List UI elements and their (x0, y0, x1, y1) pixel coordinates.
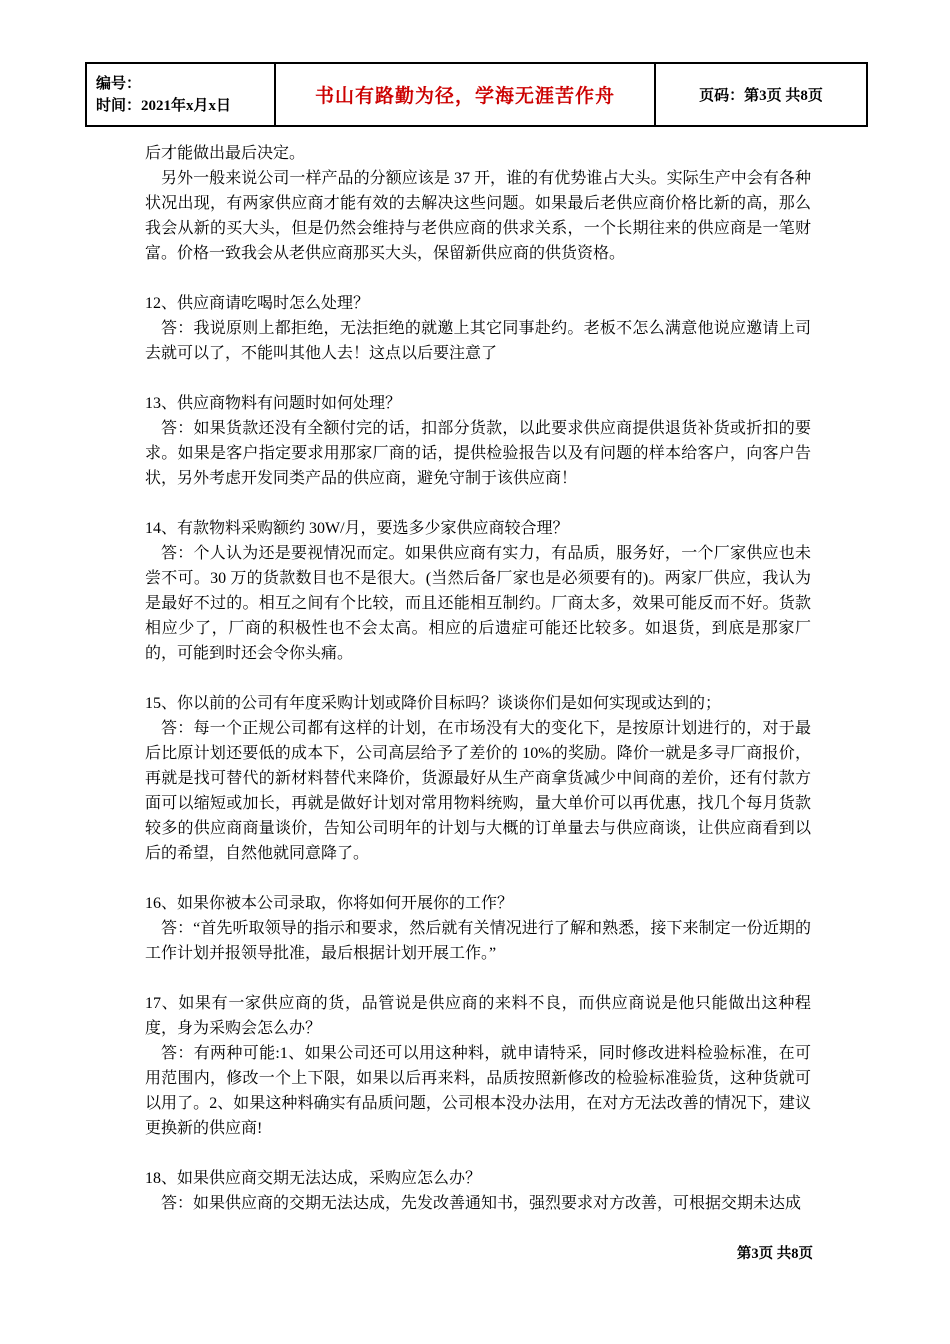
answer-text: 答：个人认为还是要视情况而定。如果供应商有实力，有品质，服务好，一个厂家供应也未尝不可。30 万的货款数目也不是很大。(当然后备厂家也是必须要有的)。两家厂供应，我认为是最好不过的。相互之间有个比较，而且还能相互制约。厂商太多，效果可能反而不好。货款相应少了，厂商的积极性也不会太高。相应的后遗症可能还比较多。如退货，到底是那家厂的，可能到时还会令你头痛。 (145, 545, 811, 662)
question-text: 14、有款物料采购额约 30W/月，要选多少家供应商较合理？ (145, 520, 569, 537)
page-header (85, 62, 868, 127)
header-page-number-cell (654, 64, 866, 125)
question-text: 12、供应商请吃喝时怎么处理？ (145, 295, 370, 312)
question-text: 15、你以前的公司有年度采购计划或降价目标吗？谈谈你们是如何实现或达到的； (145, 695, 722, 712)
answer-text: 答：如果货款还没有全额付完的话，扣部分货款，以此要求供应商提供退货补货或折扣的要求。如果是客户指定要求用那家厂商的话，提供检验报告以及有问题的样本给客户，向客户告状，另外考虑开发同类产品的供应商，避免守制于该供应商！ (145, 420, 811, 487)
document-body (145, 141, 811, 1216)
answer-text: 答：我说原则上都拒绝，无法拒绝的就邀上其它同事赴约。老板不怎么满意他说应邀请上司去就可以了，不能叫其他人去！这点以后要注意了 (145, 320, 811, 362)
page-footer (145, 1242, 813, 1263)
paragraph-text: 后才能做出最后决定。 (145, 145, 306, 162)
header-motto-cell (274, 64, 654, 125)
number-label: 编号： (96, 75, 142, 92)
header-number-date-cell (87, 64, 274, 125)
question-text: 16、如果你被本公司录取，你将如何开展你的工作？ (145, 895, 514, 912)
answer-text: 答：如果供应商的交期无法达成，先发改善通知书，强烈要求对方改善，可根据交期未达成 (161, 1195, 802, 1212)
footer-page-info: 第3页 共8页 (736, 1246, 813, 1262)
question-text: 17、如果有一家供应商的货，品管说是供应商的来料不良，而供应商说是他只能做出这种程度，身为采购会怎么办？ (145, 995, 811, 1037)
motto-text: 书山有路勤为径，学海无涯苦作舟 (314, 86, 615, 107)
question-text: 13、供应商物料有问题时如何处理？ (145, 395, 402, 412)
date-label: 时间：2021年x月x日 (96, 97, 232, 114)
page-number-label: 页码：第3页 共8页 (699, 88, 823, 104)
answer-text: 答：“首先听取领导的指示和要求，然后就有关情况进行了解和熟悉，接下来制定一份近期的工作计划并报领导批准，最后根据计划开展工作。” (145, 920, 811, 962)
answer-text: 答：每一个正规公司都有这样的计划，在市场没有大的变化下，是按原计划进行的，对于最后比原计划还要低的成本下，公司高层给予了差价的 10%的奖励。降价一就是多寻厂商报价，再就是找可替代的新材料替代来降价，货源最好从生产商拿货减少中间商的差价，还有付款方面可以缩短或加长，再就是做好计划对常用物料统购，量大单价可以再优惠，找几个每月货款较多的供应商商量谈价，告知公司明年的计划与大概的订单量去与供应商谈，让供应商看到以后的希望，自然他就同意降了。 (145, 720, 811, 862)
paragraph-text: 另外一般来说公司一样产品的分额应该是 37 开，谁的有优势谁占大头。实际生产中会有各种状况出现，有两家供应商才能有效的去解决这些问题。如果最后老供应商价格比新的高，那么我会从新的买大头，但是仍然会维持与老供应商的供求关系，一个长期往来的供应商是一笔财富。价格一致我会从老供应商那买大头，保留新供应商的供货资格。 (145, 170, 811, 262)
question-text: 18、如果供应商交期无法达成，采购应怎么办？ (145, 1170, 482, 1187)
answer-text: 答：有两种可能:1、如果公司还可以用这种料，就申请特采，同时修改进料检验标准，在可用范围内，修改一个上下限，如果以后再来料，品质按照新修改的检验标准验货，这种货就可以用了。2、如果这种料确实有品质问题，公司根本没办法用，在对方无法改善的情况下，建议更换新的供应商! (145, 1045, 811, 1137)
